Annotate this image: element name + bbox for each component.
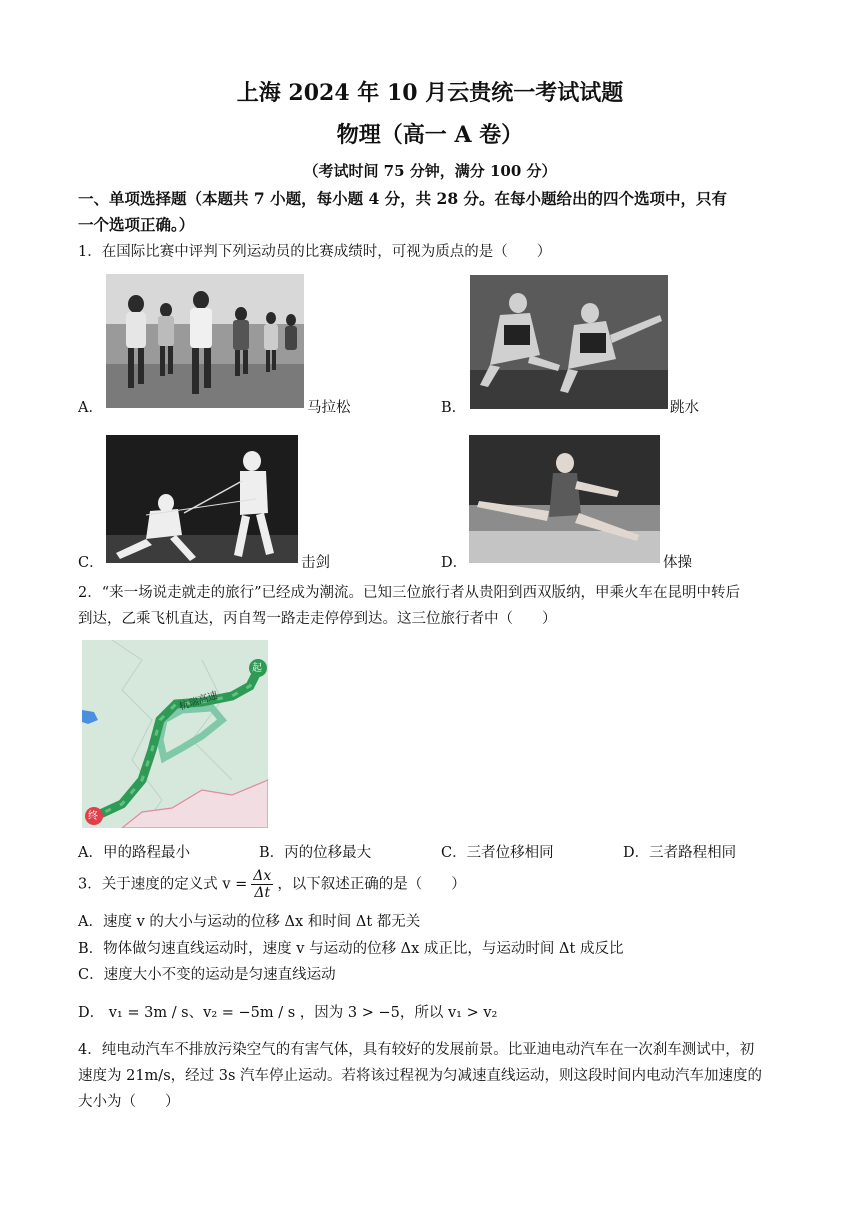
- fraction-denominator: Δt: [254, 885, 271, 901]
- map-end-marker: 终: [88, 811, 98, 822]
- q4-line1: 4．纯电动汽车不排放污染空气的有害气体，具有较好的发展前景。比亚迪电动汽车在一次刹车测试中，初: [78, 1042, 755, 1058]
- q1-option-d-caption: 体操: [663, 555, 692, 571]
- q4-line2: 速度为 21m/s，经过 3s 汽车停止运动。若将该过程视为匀减速直线运动，则这段时间内电动汽车加速度的: [78, 1068, 763, 1084]
- q1-option-b-caption: 跳水: [670, 400, 699, 416]
- route-map: [82, 640, 268, 828]
- exam-time-note: （考试时间 75 分钟，满分 100 分）: [303, 162, 557, 180]
- question-4-stem: [78, 1037, 784, 1115]
- question-1-stem: 1．在国际比赛中评判下列运动员的比赛成绩时，可视为质点的是（ ）: [78, 244, 552, 260]
- q3-option-c: C．速度大小不变的运动是匀速直线运动: [78, 967, 336, 983]
- q1-option-c-caption: 击剑: [301, 555, 330, 571]
- section-heading-line1: 一、单项选择题（本题共 7 小题，每小题 4 分，共 28 分。在每小题给出的四个选项中，只有: [78, 189, 728, 208]
- section-heading: [78, 186, 784, 238]
- question-2-stem: [78, 580, 784, 632]
- q3-option-a: A．速度 v 的大小与运动的位移 Δx 和时间 Δt 都无关: [78, 914, 421, 930]
- q2-stem-line2: 到达，乙乘飞机直达，丙自驾一路走走停停到达。这三位旅行者中（ ）: [78, 611, 557, 627]
- exam-title: 上海 2024 年 10 月云贵统一考试试题: [236, 80, 624, 106]
- q1-option-a-letter: A．: [78, 400, 103, 416]
- question-3-stem: [78, 868, 784, 901]
- q2-option-d: D．三者路程相同: [623, 845, 737, 861]
- q2-option-c: C．三者位移相同: [441, 845, 554, 861]
- diving-photo: [470, 275, 668, 409]
- q3-option-d: D． v₁ = 3m / s、v₂ = −5m / s ，因为 3 > −5，所以 v₁ > v₂: [78, 1005, 498, 1021]
- fraction-numerator: Δx: [253, 868, 272, 884]
- q1-option-b-letter: B．: [441, 400, 467, 416]
- map-road-label: 杭瑞高速: [177, 689, 220, 713]
- exam-subtitle: 物理（高一 A 卷）: [336, 122, 524, 148]
- section-heading-line2: 一个选项正确。）: [78, 215, 195, 234]
- q1-option-a-caption: 马拉松: [307, 400, 351, 416]
- q2-stem-line1: 2．“来一场说走就走的旅行”已经成为潮流。已知三位旅行者从贵阳到西双版纳，甲乘火车在昆明中转后: [78, 585, 741, 601]
- q2-option-b: B．丙的位移最大: [259, 845, 372, 861]
- gymnastics-photo: [469, 435, 660, 563]
- q1-option-d-letter: D．: [441, 555, 468, 571]
- map-start-marker: 起: [252, 663, 262, 674]
- velocity-fraction: [251, 868, 273, 901]
- q2-option-a: A．甲的路程最小: [78, 845, 190, 861]
- q4-line3: 大小为（ ）: [78, 1094, 180, 1110]
- q3-stem-post: ，以下叙述正确的是（ ）: [277, 876, 466, 893]
- marathon-photo: [106, 274, 304, 408]
- q3-option-b: B．物体做匀速直线运动时，速度 v 与运动的位移 Δx 成正比，与运动时间 Δt 成反比: [78, 941, 624, 957]
- q1-option-c-letter: C．: [78, 555, 104, 571]
- q3-stem-pre: 3．关于速度的定义式 v =: [78, 876, 248, 893]
- fencing-photo: [106, 435, 298, 563]
